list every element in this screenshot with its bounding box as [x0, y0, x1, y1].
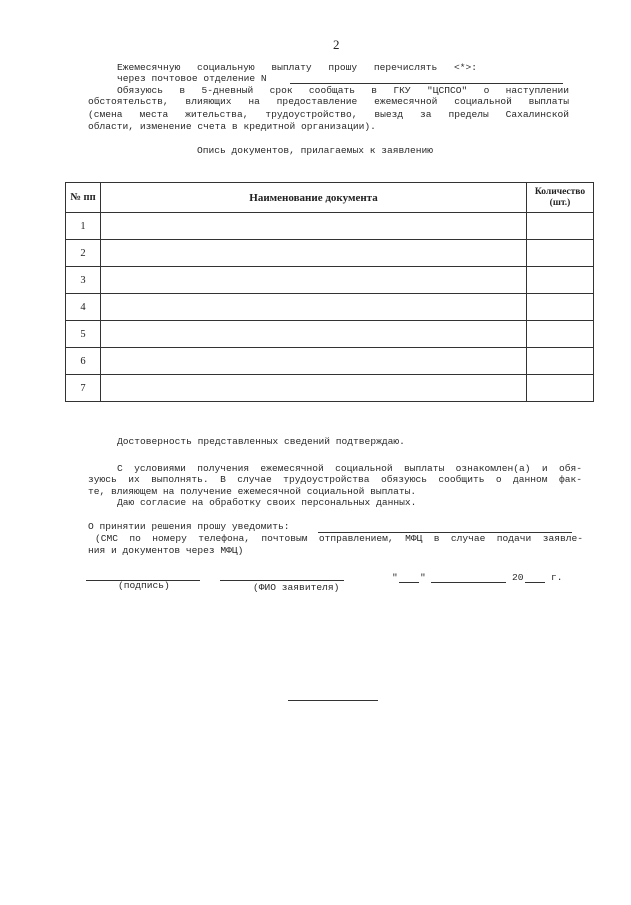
doc-name-cell[interactable]: [101, 294, 527, 321]
conditions-line-2: зуюсь их выполнять. В случае трудоустройства обязуюсь сообщить о данном фак-: [88, 474, 582, 485]
table-row: [66, 213, 594, 240]
doc-name-cell[interactable]: [101, 321, 527, 348]
confirm-statement: Достоверность представленных сведений подтверждаю.: [117, 436, 405, 447]
inventory-table: [65, 182, 594, 402]
table-row: [66, 348, 594, 375]
header-qty-line2: (шт.): [549, 197, 571, 208]
date-month-field[interactable]: [431, 582, 506, 583]
doc-qty-cell[interactable]: [527, 348, 594, 375]
page-number: 2: [333, 37, 340, 52]
obligation-line-4: области, изменение счета в кредитной организации).: [88, 121, 376, 132]
doc-qty-cell[interactable]: [527, 213, 594, 240]
conditions-line-3: те, влияющем на получение ежемесячной социальной выплаты.: [88, 486, 417, 497]
notify-hint-line-2: ния и документов через МФЦ): [88, 545, 244, 556]
table-row: [66, 240, 594, 267]
row-number: 2: [66, 240, 101, 267]
table-row: [66, 375, 594, 402]
fio-field[interactable]: [220, 580, 344, 581]
obligation-line-3: (смена места жительства, трудоустройство, выезд за пределы Сахалинской: [88, 109, 569, 120]
post-office-label: через почтовое отделение N: [117, 73, 267, 84]
post-office-field[interactable]: [290, 83, 563, 84]
conditions-line-1: С условиями получения ежемесячной социальной выплаты ознакомлен(а) и обя-: [117, 463, 582, 474]
inventory-title: Опись документов, прилагаемых к заявлению: [197, 145, 434, 156]
footnote-separator: [288, 700, 378, 701]
date-year-field[interactable]: [525, 582, 545, 583]
header-num: № пп: [66, 183, 101, 213]
payment-line: Ежемесячную социальную выплату прошу перечислять <*>:: [117, 62, 477, 73]
header-qty-line1: Количество: [534, 186, 586, 197]
signature-label: (подпись): [118, 580, 170, 591]
table-row: [66, 294, 594, 321]
header-qty: [527, 183, 594, 213]
date-quote-close: ": [420, 572, 426, 583]
doc-qty-cell[interactable]: [527, 267, 594, 294]
doc-name-cell[interactable]: [101, 348, 527, 375]
doc-name-cell[interactable]: [101, 267, 527, 294]
date-year-suffix: г.: [551, 572, 563, 583]
doc-name-cell[interactable]: [101, 375, 527, 402]
date-year-prefix: 20: [512, 572, 524, 583]
notify-label: О принятии решения прошу уведомить:: [88, 521, 290, 532]
doc-name-cell[interactable]: [101, 213, 527, 240]
row-number: 3: [66, 267, 101, 294]
date-day-field[interactable]: [399, 582, 419, 583]
consent-statement: Даю согласие на обработку своих персональных данных.: [117, 497, 417, 508]
obligation-line-1: Обязуюсь в 5-дневный срок сообщать в ГКУ "ЦСПСО" о наступлении: [117, 85, 569, 96]
row-number: 5: [66, 321, 101, 348]
doc-qty-cell[interactable]: [527, 294, 594, 321]
row-number: 1: [66, 213, 101, 240]
doc-qty-cell[interactable]: [527, 375, 594, 402]
table-row: [66, 267, 594, 294]
row-number: 4: [66, 294, 101, 321]
doc-qty-cell[interactable]: [527, 321, 594, 348]
row-number: 6: [66, 348, 101, 375]
header-doc-name: Наименование документа: [101, 183, 527, 213]
fio-label: (ФИО заявителя): [253, 582, 340, 593]
doc-qty-cell[interactable]: [527, 240, 594, 267]
obligation-line-2: обстоятельств, влияющих на предоставление ежемесячной социальной выплаты: [88, 96, 569, 107]
date-quote-open: ": [392, 572, 398, 583]
doc-name-cell[interactable]: [101, 240, 527, 267]
table-header-row: [66, 183, 594, 213]
notify-hint-line-1: (СМС по номеру телефона, почтовым отправлением, МФЦ в случае подачи заявле-: [95, 533, 583, 544]
table-row: [66, 321, 594, 348]
row-number: 7: [66, 375, 101, 402]
